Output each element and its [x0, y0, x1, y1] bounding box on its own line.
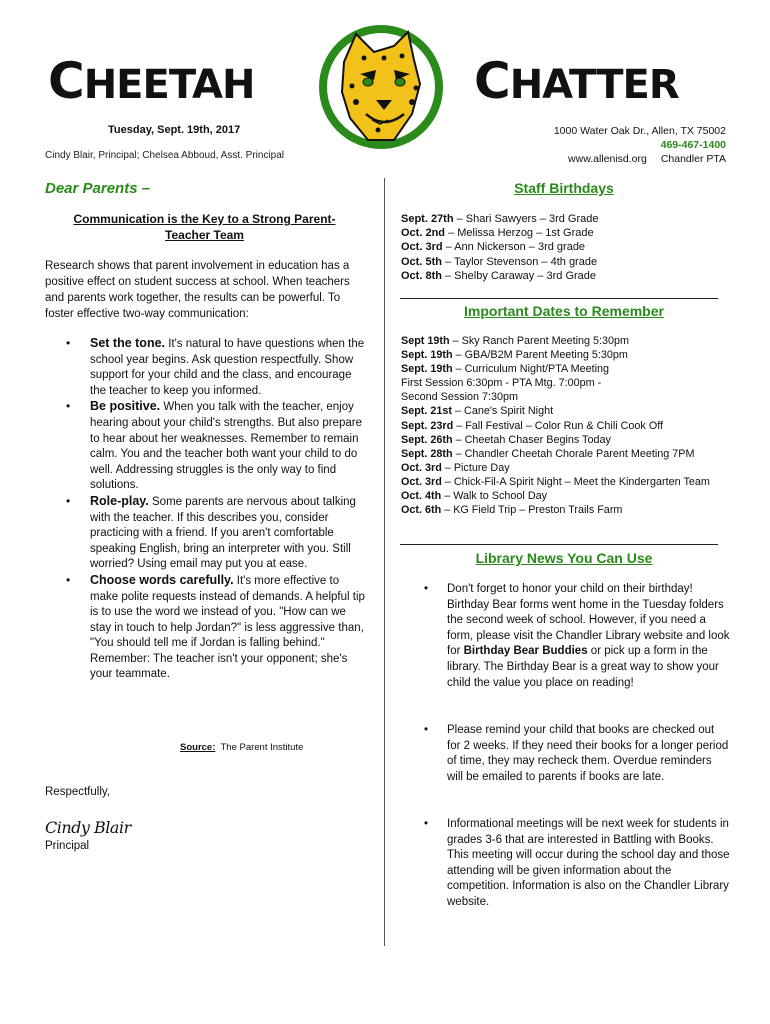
- birthday-date: Oct. 8th: [401, 269, 442, 282]
- tip-text: Some parents are nervous about talking with the teacher. If this describes you, consider practicing with a friend. If you aren't comfortable speaking English, bring an interpreter with you. Still worried? Using email may put you at ease.: [90, 495, 356, 571]
- list-item: [401, 475, 731, 489]
- event-text: – Chick-Fil-A Spirit Night – Meet the Kindergarten Team: [441, 475, 710, 488]
- tip-lead: Role-play.: [90, 493, 149, 508]
- library-text: Don't forget to honor your child on their birthday! Birthday Bear forms went home in the Tuesday folders the second week of school. However, if you need a form, please visit the Chandler Library website and look for: [447, 583, 730, 658]
- event-text: – Curriculum Night/PTA Meeting: [452, 363, 610, 376]
- list-item: [420, 817, 730, 911]
- list-item: [401, 390, 731, 404]
- masthead-right-cap: C: [474, 52, 510, 110]
- event-text: – Sky Ranch Parent Meeting 5:30pm: [449, 335, 630, 347]
- list-item: [401, 348, 731, 362]
- column-divider: [384, 178, 385, 946]
- tip-text: It's more effective to make polite requests instead of demands. A helpful tip is to use the word we instead of you. "How can we stay in touch to help Jordan?" is less aggressive than, "You should tell me if Jordan is falling behind." Remember: The teacher isn't your opponent; she's your teammate.: [90, 574, 365, 681]
- event-text: First Session 6:30pm - PTA Mtg. 7:00pm -: [401, 377, 602, 390]
- birthday-text: – Shelby Caraway – 3rd Grade: [441, 269, 597, 282]
- greeting: Dear Parents –: [45, 180, 151, 197]
- list-item: [60, 494, 370, 573]
- birthday-date: Oct. 5th: [401, 255, 442, 268]
- pta-link[interactable]: Chandler PTA: [660, 153, 726, 165]
- birthday-date: Sept. 27th: [401, 213, 454, 225]
- event-text: – Walk to School Day: [441, 490, 548, 503]
- tips-list: [60, 336, 370, 683]
- event-date: Sept 19th: [401, 335, 450, 347]
- tip-lead: Be positive.: [90, 399, 161, 414]
- list-item: [60, 573, 370, 683]
- birthday-text: – Taylor Stevenson – 4th grade: [441, 255, 598, 268]
- list-item: [401, 376, 731, 390]
- dates-heading: Important Dates to Remember: [464, 303, 664, 319]
- tip-text: It's natural to have questions when the school year begins. Ask question respectfully. Show support for your child and the class, and encourage the teacher to keep you informed.: [90, 338, 365, 397]
- source-text: The Parent Institute: [220, 742, 304, 753]
- event-text: – Cane's Spirit Night: [452, 405, 554, 418]
- web-line: [554, 152, 726, 166]
- event-date: Oct. 3rd: [401, 461, 442, 474]
- library-bold: Birthday Bear Buddies: [463, 645, 588, 658]
- list-item: [401, 419, 731, 433]
- list-item: [401, 433, 731, 447]
- event-text: – Chandler Cheetah Chorale Parent Meeting 7PM: [452, 447, 695, 460]
- event-date: Oct. 6th: [401, 504, 442, 517]
- masthead-right: [474, 52, 679, 110]
- tip-lead: Choose words carefully.: [90, 572, 234, 587]
- dates-list: [401, 334, 731, 517]
- birthday-text: – Melissa Herzog – 1st Grade: [445, 227, 594, 240]
- list-item: [60, 336, 370, 399]
- birthdays-heading: Staff Birthdays: [514, 180, 614, 196]
- phone-number: 469-467-1400: [660, 139, 726, 151]
- list-item: [401, 334, 731, 348]
- masthead-left-cap: C: [48, 52, 84, 110]
- masthead-right-rest: HATTER: [509, 62, 679, 108]
- event-date: Sept. 19th: [401, 349, 453, 362]
- source-label: Source:: [180, 742, 216, 753]
- staff-line: Cindy Blair, Principal; Chelsea Abboud, Asst. Principal: [45, 150, 285, 161]
- list-item: [60, 399, 370, 494]
- event-date: Sept. 26th: [401, 433, 453, 446]
- list-item: [401, 269, 598, 283]
- list-item: [401, 212, 598, 226]
- list-item: [420, 723, 730, 785]
- list-item: [401, 489, 731, 503]
- library-heading: Library News You Can Use: [475, 550, 653, 566]
- birthday-text: – Ann Nickerson – 3rd grade: [442, 241, 586, 254]
- cheetah-mascot-icon: [316, 22, 446, 152]
- event-text: – Picture Day: [441, 461, 510, 474]
- address: 1000 Water Oak Dr., Allen, TX 75002: [553, 125, 726, 137]
- list-item: [401, 404, 731, 418]
- article-title: Communication is the Key to a Strong Parent-Teacher Team: [73, 212, 336, 242]
- list-item: [401, 362, 731, 376]
- issue-date: Tuesday, Sept. 19th, 2017: [108, 124, 241, 136]
- library-note: • Please remind your child that books are checked out for 2 weeks. If they need their books for a longer period of time, they may recheck them. Overdue reminders will be emailed to parents if books are late.: [447, 724, 729, 783]
- list-item: [401, 447, 731, 461]
- event-date: Sept. 23rd: [401, 419, 454, 432]
- list-item: [401, 461, 731, 475]
- birthday-date: Oct. 3rd: [401, 241, 443, 254]
- event-date: Oct. 3rd: [401, 475, 442, 488]
- birthdays-list: [401, 212, 598, 283]
- library-note: [447, 582, 730, 691]
- event-text: – Fall Festival – Color Run & Chili Cook Off: [453, 419, 664, 432]
- contact-block: [554, 124, 726, 166]
- source-line: [180, 742, 303, 753]
- section-rule: [400, 544, 718, 545]
- event-text: – KG Field Trip – Preston Trails Farm: [441, 504, 623, 517]
- event-date: Sept. 28th: [401, 447, 453, 460]
- website-link[interactable]: www.allenisd.org: [568, 153, 647, 165]
- birthday-date: Oct. 2nd: [401, 227, 446, 240]
- list-item: [401, 226, 598, 240]
- event-text: Second Session 7:30pm: [401, 391, 519, 404]
- event-date: Sept. 19th: [401, 363, 453, 376]
- library-note: • Informational meetings will be next week for students in grades 3-6 that are interested in Battling with Books. This meeting will occur during the school day and those attending will be given information about the competition. Information is also on the Chandler Library website.: [447, 818, 730, 908]
- birthday-text: – Shari Sawyers – 3rd Grade: [453, 213, 599, 225]
- list-item: [401, 255, 598, 269]
- masthead-left-rest: HEETAH: [83, 62, 255, 108]
- tip-lead: Set the tone.: [90, 336, 166, 350]
- list-item: [420, 582, 730, 691]
- signer-title: Principal: [45, 840, 90, 852]
- event-date: Sept. 21st: [401, 405, 453, 418]
- section-rule: [400, 298, 718, 299]
- event-text: – Cheetah Chaser Begins Today: [452, 433, 611, 446]
- list-item: [401, 240, 598, 254]
- list-item: [401, 503, 731, 517]
- signature: Cindy Blair: [45, 818, 131, 837]
- event-text: – GBA/B2M Parent Meeting 5:30pm: [452, 349, 628, 362]
- article-intro: Research shows that parent involvement in education has a positive effect on student success at school. When teachers and parents work together, the results can be powerful. To foster effective two-way communication:: [45, 260, 350, 320]
- library-text: or pick up a form in the library. The Birthday Bear is a great way to show your child the value you place on reading!: [447, 645, 719, 689]
- masthead-left: [48, 52, 254, 110]
- tip-text: When you talk with the teacher, enjoy hearing about your child's strengths. But also prepare to hear about her weaknesses. Remember to remain calm. You and the teacher both want your child to do well. Addressing struggles is the only way to find solutions.: [90, 401, 362, 492]
- event-date: Oct. 4th: [401, 490, 442, 503]
- closing: Respectfully,: [45, 786, 110, 798]
